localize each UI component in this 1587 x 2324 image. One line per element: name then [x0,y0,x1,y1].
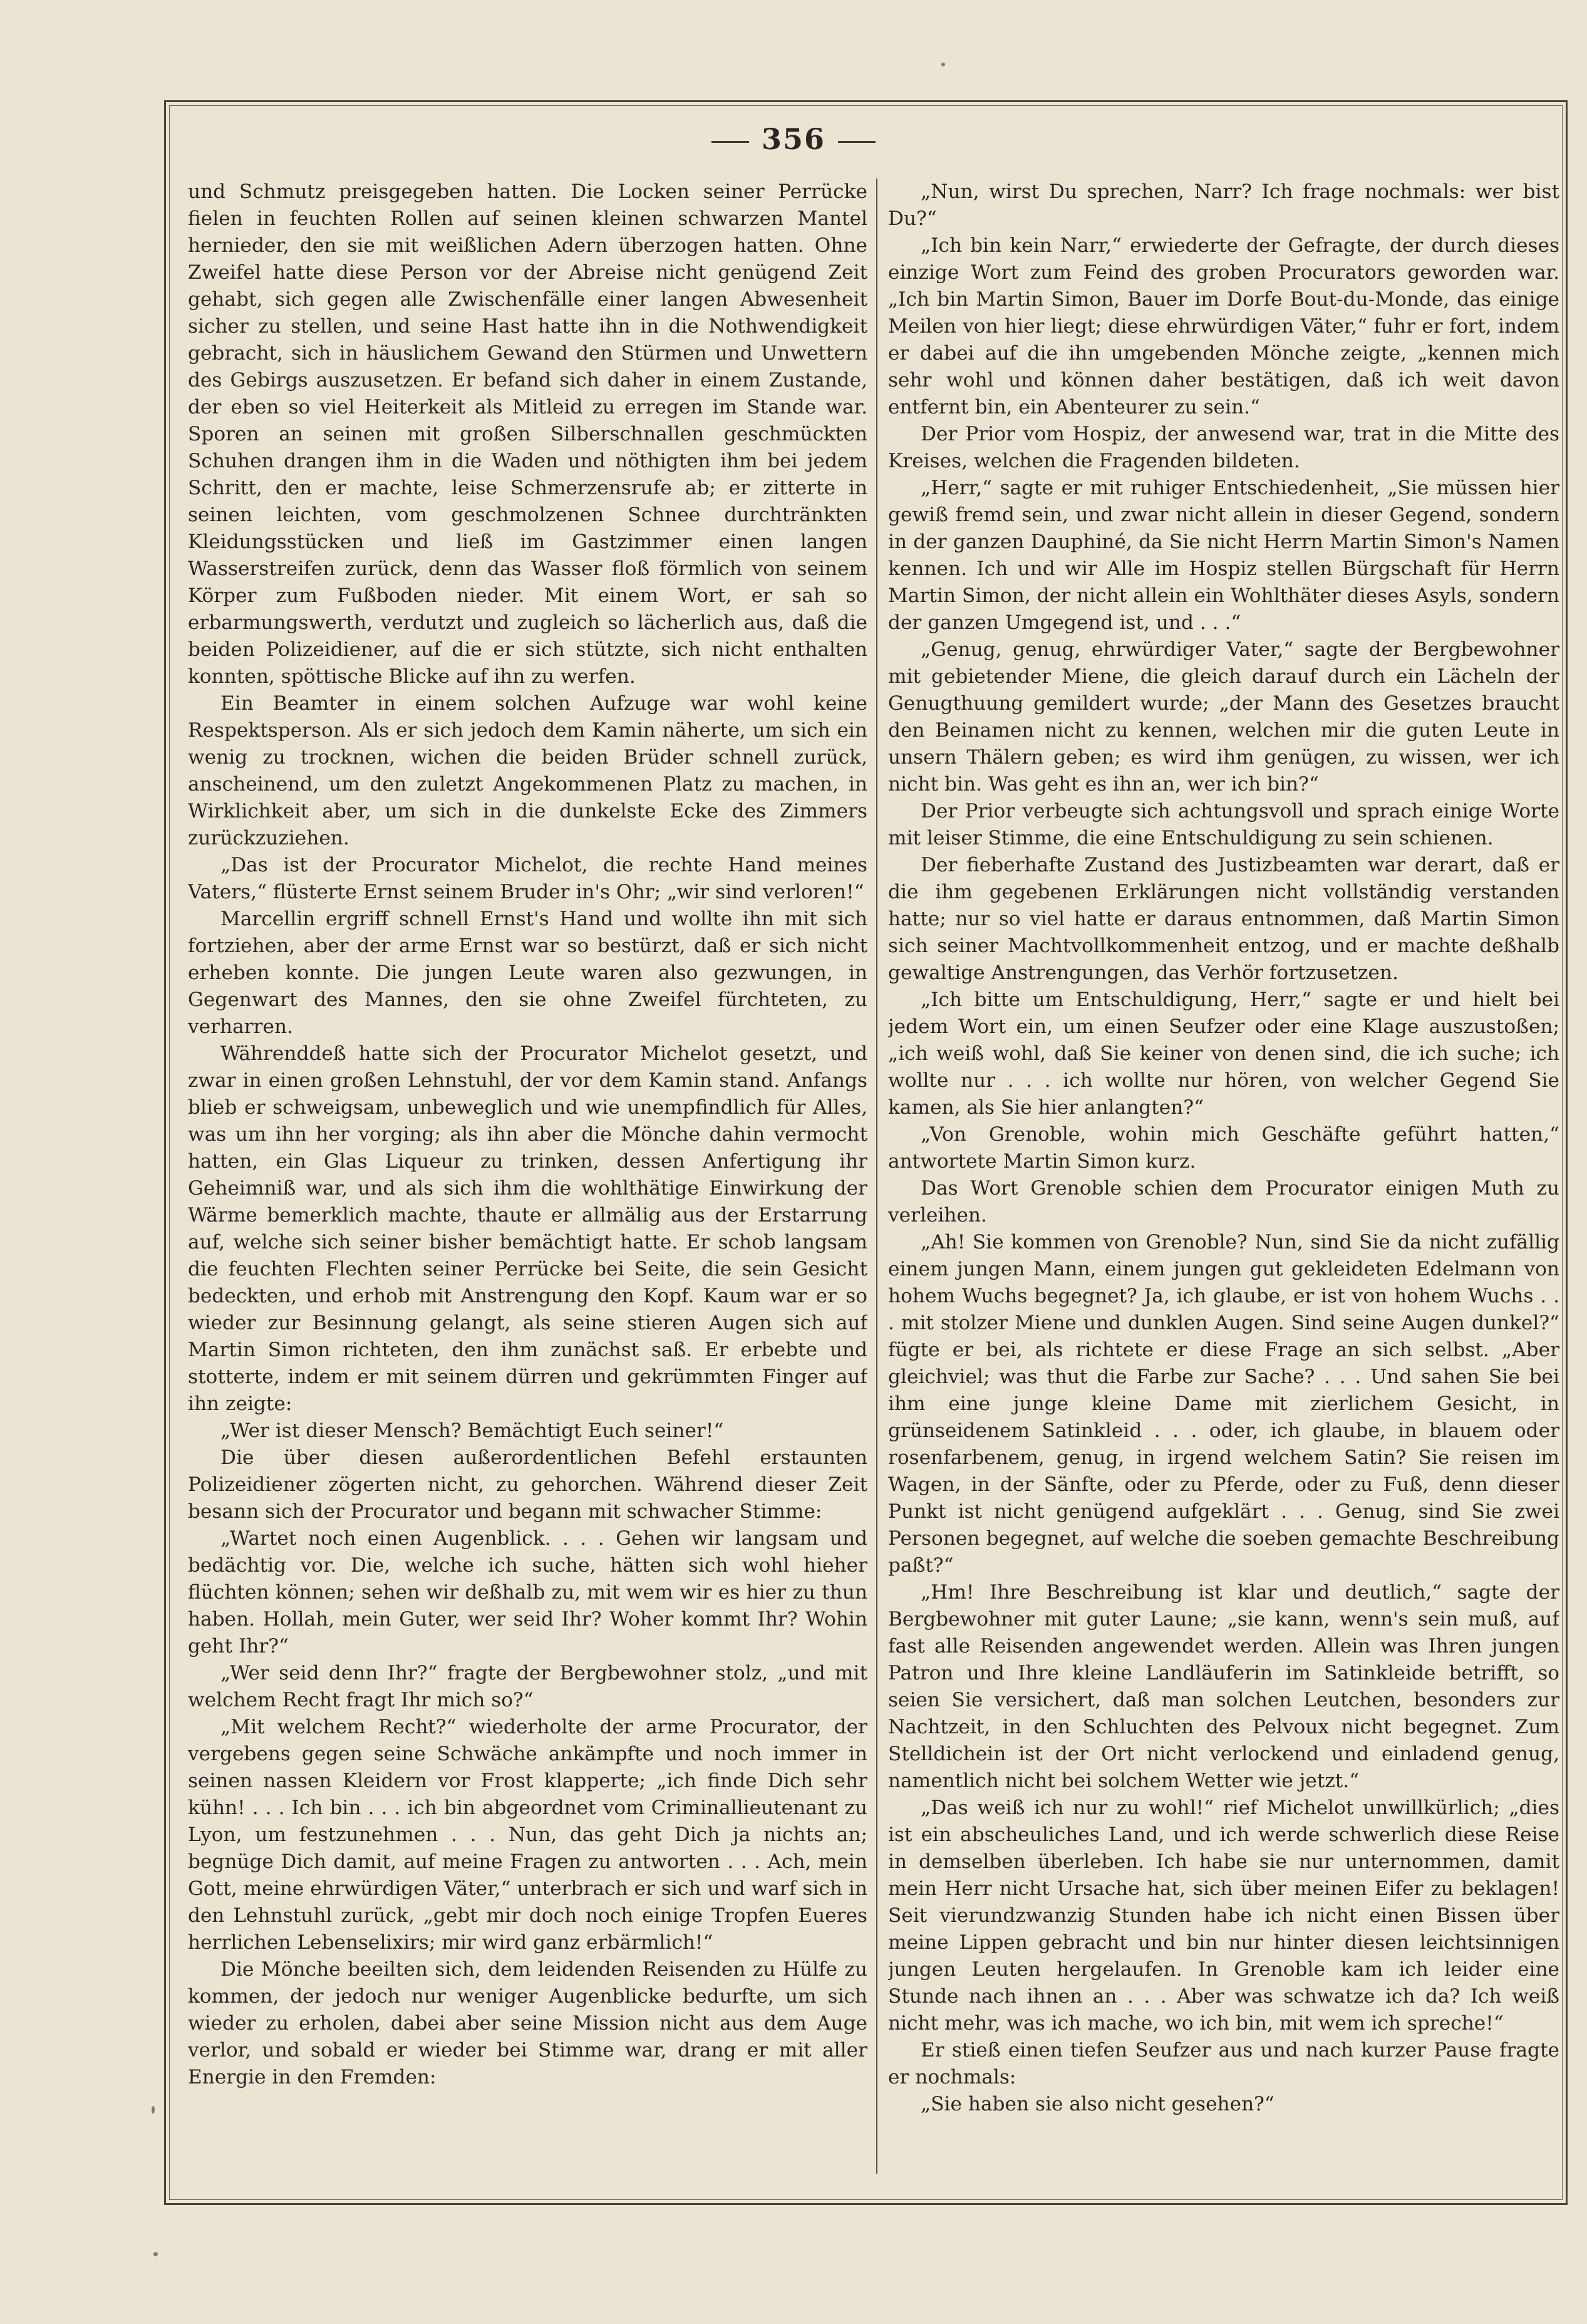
paragraph: „Von Grenoble, wohin mich Geschäfte geführt hatten,“ antwortete Martin Simon kurz. [888,1123,1559,1173]
paragraph: „Wer ist dieser Mensch? Bemächtigt Euch seiner!“ [220,1419,724,1442]
paragraph: „Ich bitte um Entschuldigung, Herr,“ sagte er und hielt bei jedem Wort ein, um einen Seufzer oder eine Klage auszustoßen; „ich weiß wohl, daß Sie keiner von denen sind, die ich suche; ich wollte nur . . . ich wollte nur hören, von welcher Gegend Sie kamen, als Sie hier anlangten?“ [888,988,1559,1119]
ink-spot [153,2252,158,2256]
page-number: 356 [761,122,826,156]
paragraph: Das Wort Grenoble schien dem Procurator einigen Muth zu verleihen. [888,1177,1559,1227]
header-dash-right [838,141,876,143]
paragraph: Währenddeß hatte sich der Procurator Michelot gesetzt, und zwar in einen großen Lehnstuhl, der vor dem Kamin stand. Anfangs blieb er schweigsam, unbeweglich und wie unempfindlich für Alles, was um ihn her vorging; als ihn aber die Mönche dahin vermocht hatten, ein Glas Liqueur zu trinken, dessen Anfertigung ihr Geheimniß war, und als sich ihm die wohlthätige Einwirkung der Wärme bemerklich machte, thaute er allmälig aus der Erstarrung auf, welche sich seiner bisher bemächtigt hatte. Er schob langsam die feuchten Flechten seiner Perrücke bei Seite, die sein Gesicht bedeckten, und erhob mit Anstrengung den Kopf. Kaum war er so wieder zur Besinnung gelangt, als seine stieren Augen sich auf Martin Simon richteten, den ihm zunächst saß. Er erbebte und stotterte, indem er mit seinem dürren und gekrümmten Finger auf ihn zeigte: [188,1042,867,1415]
paragraph: Die Mönche beeilten sich, dem leidenden Reisenden zu Hülfe zu kommen, der jedoch nur weniger Augenblicke bedurfte, um sich wieder zu erholen, dabei aber seine Mission nicht aus dem Auge verlor, und sobald er wieder bei Stimme war, drang er mit aller Energie in den Fremden: [188,1958,867,2088]
paragraph: Er stieß einen tiefen Seufzer aus und nach kurzer Pause fragte er nochmals: [888,2039,1559,2088]
left-column [188,179,867,2174]
paragraph: Der Prior vom Hospiz, der anwesend war, trat in die Mitte des Kreises, welchen die Fragenden bildeten. [888,423,1559,472]
paragraph: „Mit welchem Recht?“ wiederholte der arme Procurator, der vergebens gegen seine Schwäche ankämpfte und noch immer in seinen nassen Kleidern vor Frost klapperte; „ich finde Dich sehr kühn! . . . Ich bin . . . ich bin abgeordnet vom Criminallieutenant zu Lyon, um festzunehmen . . . Nun, das geht Dich ja nichts an; begnüge Dich damit, auf meine Fragen zu antworten . . . Ach, mein Gott, meine ehrwürdigen Väter,“ unterbrach er sich und warf sich in den Lehnstuhl zurück, „gebt mir doch noch einige Tropfen Eueres herrlichen Lebenselixirs; mir wird ganz erbärmlich!“ [188,1716,867,1954]
paragraph: „Sie haben sie also nicht gesehen?“ [921,2093,1274,2115]
paragraph: „Das ist der Procurator Michelot, die rechte Hand meines Vaters,“ flüsterte Ernst seinem Bruder in's Ohr; „wir sind verloren!“ [188,854,867,903]
right-column [888,179,1559,2174]
paragraph: „Ich bin kein Narr,“ erwiederte der Gefragte, der durch dieses einzige Wort zum Feind des groben Procurators geworden war. „Ich bin Martin Simon, Bauer im Dorfe Bout-du-Monde, das einige Meilen von hier liegt; diese ehrwürdigen Väter,“ fuhr er fort, indem er dabei auf die ihn umgebenden Mönche zeigte, „kennen mich sehr wohl und können daher bestätigen, daß ich weit davon entfernt bin, ein Abenteurer zu sein.“ [888,234,1559,418]
paragraph: „Hm! Ihre Beschreibung ist klar und deutlich,“ sagte der Bergbewohner mit guter Laune; „sie kann, wenn's sein muß, auf fast alle Reisenden angewendet werden. Allein was Ihren jungen Patron und Ihre kleine Landläuferin im Satinkleide betrifft, so seien Sie versichert, daß man solchen Leutchen, besonders zur Nachtzeit, in den Schluchten des Pelvoux nicht begegnet. Zum Stelldichein ist der Ort nicht verlockend und einladend genug, namentlich nicht bei solchem Wetter wie jetzt.“ [888,1581,1559,1792]
paragraph: „Das weiß ich nur zu wohl!“ rief Michelot unwillkürlich; „dies ist ein abscheuliches Land, und ich werde schwerlich diese Reise in demselben überleben. Ich habe sie nur unternommen, damit mein Herr nicht Ursache hat, sich über meinen Eifer zu beklagen! Seit vierundzwanzig Stunden habe ich nicht einen Bissen über meine Lippen gebracht und bin nur hinter diesen leichtsinnigen jungen Leuten hergelaufen. In Grenoble kam ich leider eine Stunde nach ihnen an . . . Aber was schwatze ich da? Ich weiß nicht mehr, was ich mache, wo ich bin, mit wem ich spreche!“ [888,1797,1559,2035]
paragraph: Ein Beamter in einem solchen Aufzuge war wohl keine Respektsperson. Als er sich jedoch dem Kamin näherte, um sich ein wenig zu trocknen, wichen die beiden Brüder schnell zurück, anscheinend, um den zuletzt Angekommenen Platz zu machen, in Wirklichkeit aber, um sich in die dunkelste Ecke des Zimmers zurückzuziehen. [188,692,867,849]
paragraph: Der Prior verbeugte sich achtungsvoll und sprach einige Worte mit leiser Stimme, die eine Entschuldigung zu sein schienen. [888,800,1559,849]
paragraph: „Genug, genug, ehrwürdiger Vater,“ sagte der Bergbewohner mit gebietender Miene, die gleich darauf durch ein Lächeln der Genugthuung gemildert wurde; „der Mann des Gesetzes braucht den Beinamen nicht zu kennen, welchen mir die guten Leute in unsern Thälern geben; es wird ihm genügen, zu wissen, wer ich nicht bin. Was geht es ihn an, wer ich bin?“ [888,638,1559,796]
paragraph: „Wer seid denn Ihr?“ fragte der Bergbewohner stolz, „und mit welchem Recht fragt Ihr mich so?“ [188,1662,867,1711]
paragraph: „Nun, wirst Du sprechen, Narr? Ich frage nochmals: wer bist Du?“ [888,180,1559,230]
paragraph: „Ah! Sie kommen von Grenoble? Nun, sind Sie da nicht zufällig einem jungen Mann, einem jungen gut gekleideten Edelmann von hohem Wuchs begegnet? Ja, ich glaube, er ist von hohem Wuchs . . . mit stolzer Miene und dunklen Augen. Sind seine Augen dunkel?“ fügte er bei, als richtete er diese Frage an sich selbst. „Aber gleichviel; was thut die Farbe zur Sache? . . . Und sahen Sie bei ihm eine junge kleine Dame mit zierlichem Gesicht, in grünseidenem Satinkleid . . . oder, ich glaube, in blauem oder rosenfarbenem, genug, in irgend welchem Satin? Sie reisen im Wagen, in der Sänfte, oder zu Pferde, oder zu Fuß, denn dieser Punkt ist nicht genügend aufgeklärt . . . Genug, sind Sie zwei Personen begegnet, auf welche die soeben gemachte Beschreibung paßt?“ [888,1231,1559,1577]
ink-spot [152,2106,155,2114]
paragraph: „Wartet noch einen Augenblick. . . . Gehen wir langsam und bedächtig vor. Die, welche ich suche, hätten sich wohl hieher flüchten können; sehen wir deßhalb zu, mit wem wir es hier zu thun haben. Hollah, mein Guter, wer seid Ihr? Woher kommt Ihr? Wohin geht Ihr?“ [188,1527,867,1657]
paragraph: Marcellin ergriff schnell Ernst's Hand und wollte ihn mit sich fortziehen, aber der arme Ernst war so bestürzt, daß er sich nicht erheben konnte. Die jungen Leute waren also gezwungen, in Gegenwart des Mannes, den sie ohne Zweifel fürchteten, zu verharren. [188,908,867,1038]
page-header [0,122,1587,166]
paragraph: Die über diesen außerordentlichen Befehl erstaunten Polizeidiener zögerten nicht, zu gehorchen. Während dieser Zeit besann sich der Procurator und begann mit schwacher Stimme: [188,1446,867,1523]
ink-spot [941,63,945,66]
paragraph: „Herr,“ sagte er mit ruhiger Entschiedenheit, „Sie müssen hier gewiß fremd sein, und zwar nicht allein in dieser Gegend, sondern in der ganzen Dauphiné, da Sie nicht Herrn Martin Simon's Namen kennen. Ich und wir Alle im Hospiz stellen Bürgschaft für Herrn Martin Simon, der nicht allein ein Wohlthäter dieses Asyls, sondern der ganzen Umgegend ist, und . . .“ [888,477,1559,634]
paragraph: und Schmutz preisgegeben hatten. Die Locken seiner Perrücke fielen in feuchten Rollen auf seinen kleinen schwarzen Mantel hernieder, den sie mit weißlichen Adern überzogen hatten. Ohne Zweifel hatte diese Person vor der Abreise nicht genügend Zeit gehabt, sich gegen alle Zwischenfälle einer langen Abwesenheit sicher zu stellen, und seine Hast hatte ihn in die Nothwendigkeit gebracht, sich in häuslichem Gewand den Stürmen und Unwettern des Gebirgs auszusetzen. Er befand sich daher in einem Zustande, der eben so viel Heiterkeit als Mitleid zu erregen im Stande war. Sporen an seinen mit großen Silberschnallen geschmückten Schuhen drangen ihm in die Waden und nöthigten ihm bei jedem Schritt, den er machte, leise Schmerzensrufe ab; er zitterte in seinen leichten, vom geschmolzenen Schnee durchtränkten Kleidungsstücken und ließ im Gastzimmer einen langen Wasserstreifen zurück, denn das Wasser floß förmlich von seinem Körper zum Fußboden nieder. Mit einem Wort, er sah so erbarmungswerth, verdutzt und zugleich so lächerlich aus, daß die beiden Polizeidiener, auf die er sich stützte, sich nicht enthalten konnten, spöttische Blicke auf ihn zu werfen. [188,180,867,688]
paragraph: Der fieberhafte Zustand des Justizbeamten war derart, daß er die ihm gegebenen Erklärungen nicht vollständig verstanden hatte; nur so viel hatte er daraus entnommen, daß Martin Simon sich seiner Machtvollkommenheit entzog, und er machte deßhalb gewaltige Anstrengungen, das Verhör fortzusetzen. [888,854,1559,984]
header-dash-left [711,141,749,143]
column-divider [876,179,877,2174]
